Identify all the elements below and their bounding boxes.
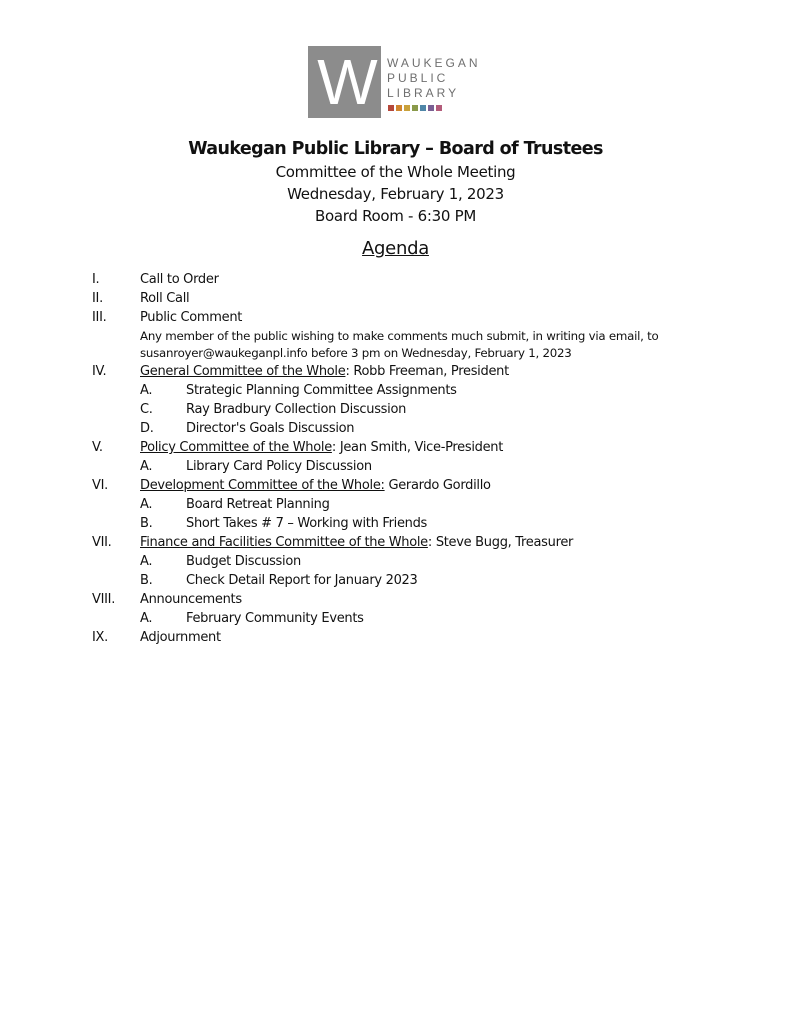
item-number: III. (92, 310, 107, 325)
item-text: Call to Order (140, 272, 219, 287)
item-number: II. (92, 291, 103, 306)
logo-color-square (436, 105, 442, 111)
item-number: IV. (92, 364, 107, 379)
subitem-text: Ray Bradbury Collection Discussion (186, 402, 407, 417)
document-title: Waukegan Public Library – Board of Trustees (188, 139, 603, 159)
separator: : (345, 364, 354, 379)
subitem-text: Board Retreat Planning (186, 497, 330, 512)
logo-letter: W (317, 46, 372, 118)
meeting-location-time: Board Room - 6:30 PM (315, 207, 476, 225)
subitem-text: Director's Goals Discussion (186, 421, 355, 436)
meeting-date: Wednesday, February 1, 2023 (287, 185, 504, 203)
subitem-text: Library Card Policy Discussion (186, 459, 372, 474)
subitem-letter: A. (140, 459, 153, 474)
item-number: V. (92, 440, 103, 455)
item-text (140, 535, 573, 550)
item-number: VII. (92, 535, 112, 550)
subitem-text: Check Detail Report for January 2023 (186, 573, 418, 588)
item-text (140, 478, 491, 493)
separator: : (427, 535, 436, 550)
subitem-letter: B. (140, 573, 153, 588)
item-text (140, 364, 509, 379)
subitem-letter: C. (140, 402, 153, 417)
item-text: Adjournment (140, 630, 221, 645)
committee-name: Finance and Facilities Committee of the Whole (140, 535, 428, 550)
item-text: Public Comment (140, 310, 243, 325)
item-number: VI. (92, 478, 108, 493)
chair-name: Robb Freeman, President (353, 364, 509, 379)
subitem-letter: B. (140, 516, 153, 531)
chair-name: Steve Bugg, Treasurer (435, 535, 574, 550)
item-text: Roll Call (140, 291, 190, 306)
subitem-letter: A. (140, 383, 153, 398)
logo-mark (308, 46, 381, 118)
subitem-letter: A. (140, 497, 153, 512)
item-number: IX. (92, 630, 108, 645)
committee-name: General Committee of the Whole (140, 364, 346, 379)
logo-text-line3: LIBRARY (387, 86, 460, 100)
subitem-letter: A. (140, 554, 153, 569)
subitem-text: Strategic Planning Committee Assignments (186, 383, 457, 398)
logo-color-square (412, 105, 418, 111)
library-logo (308, 46, 498, 120)
logo-color-square (404, 105, 410, 111)
logo-text-line2: PUBLIC (387, 71, 449, 85)
chair-name: Jean Smith, Vice-President (339, 440, 504, 455)
item-text (140, 440, 503, 455)
subitem-text: February Community Events (186, 611, 364, 626)
subitem-text: Budget Discussion (186, 554, 301, 569)
logo-color-square (420, 105, 426, 111)
chair-name: Gerardo Gordillo (388, 478, 491, 493)
subitem-letter: D. (140, 421, 154, 436)
item-number: I. (92, 272, 100, 287)
public-comment-note-line1: Any member of the public wishing to make comments much submit, in writing via email, to (140, 329, 659, 343)
logo-color-square (428, 105, 434, 111)
separator: : (331, 440, 340, 455)
committee-name: Development Committee of the Whole: (140, 478, 385, 493)
logo-color-square (388, 105, 394, 111)
logo-color-square (396, 105, 402, 111)
item-number: VIII. (92, 592, 116, 607)
agenda-heading: Agenda (362, 238, 429, 259)
subitem-text: Short Takes # 7 – Working with Friends (186, 516, 428, 531)
subitem-letter: A. (140, 611, 153, 626)
logo-text-line1: WAUKEGAN (387, 56, 481, 70)
item-text: Announcements (140, 592, 242, 607)
logo-color-squares (388, 105, 444, 111)
committee-name: Policy Committee of the Whole (140, 440, 332, 455)
public-comment-note-line2: susanroyer@waukeganpl.info before 3 pm on Wednesday, February 1, 2023 (140, 346, 572, 360)
meeting-name: Committee of the Whole Meeting (275, 163, 516, 181)
